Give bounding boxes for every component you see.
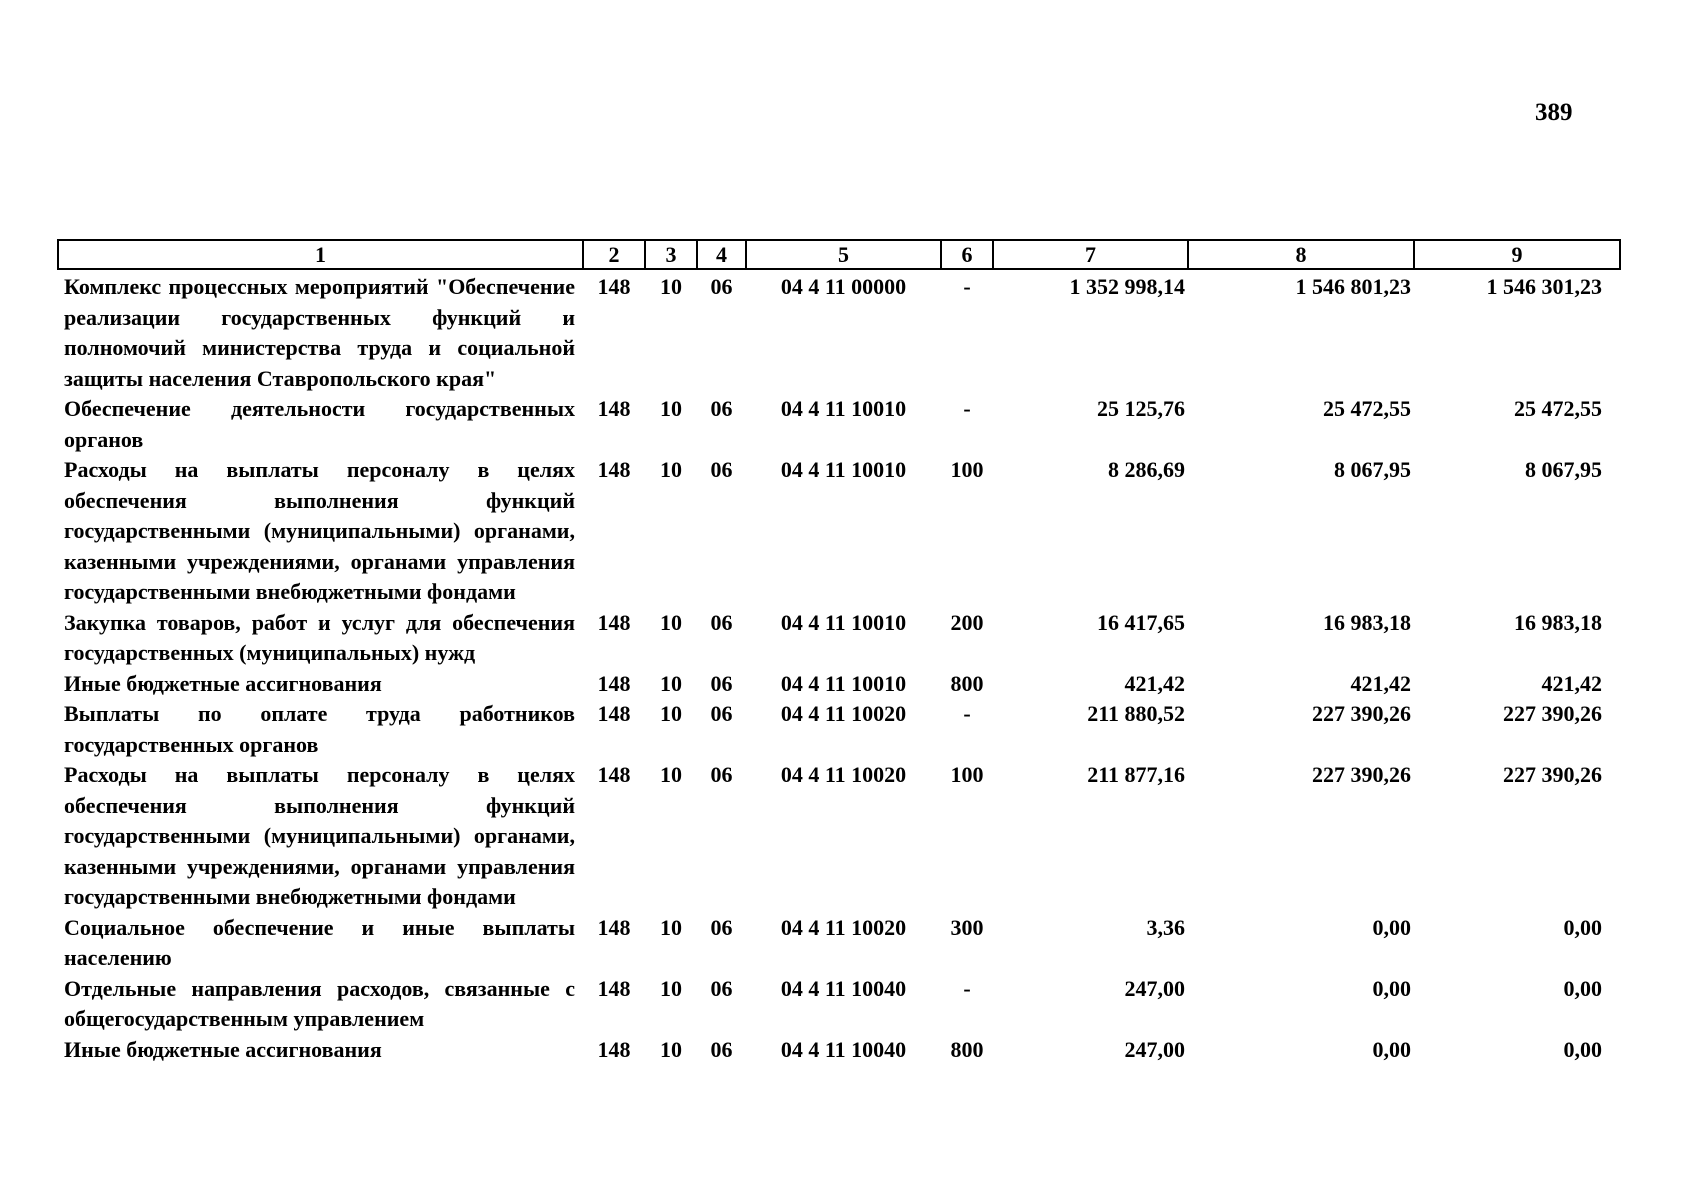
expense-type-cell: 800 (950, 1036, 984, 1062)
row-name-cell: Иные бюджетные ассигнования (64, 670, 382, 696)
section-cell: 10 (660, 975, 682, 1001)
amount-cell: 421,42 (1124, 670, 1185, 696)
target-article-cell: 04 4 11 10040 (780, 975, 907, 1001)
target-article-cell: 04 4 11 10020 (780, 762, 907, 787)
header-row (58, 240, 1620, 269)
amount-cell: 1 546 301,23 (1486, 274, 1602, 299)
expense-type-cell: 100 (950, 762, 984, 787)
code-cell: 148 (597, 701, 631, 726)
amount-cell: 1 546 801,23 (1295, 274, 1411, 299)
code-cell: 148 (597, 975, 631, 1001)
expense-type-cell: 800 (950, 670, 984, 696)
amount-cell: 0,00 (1563, 1036, 1602, 1062)
expense-type-cell: - (963, 701, 971, 726)
expense-type-cell: 300 (950, 914, 984, 940)
amount-cell: 421,42 (1350, 670, 1411, 696)
code-cell: 148 (597, 670, 631, 696)
amount-cell: 0,00 (1372, 914, 1411, 940)
code-cell: 148 (597, 1036, 631, 1062)
row-name-cell: Расходы на выплаты персоналу в целях обеспечения выполнения функций государственными (муниципальными) органами, казенными учреждениями, органами управления государственными внебюджетными фондами (64, 762, 575, 909)
target-article-cell: 04 4 11 10010 (780, 457, 907, 482)
table-row (58, 913, 1620, 974)
amount-cell: 421,42 (1541, 670, 1602, 696)
table-row (58, 394, 1620, 455)
column-header: 3 (645, 240, 697, 269)
table-row (58, 699, 1620, 760)
amount-cell: 0,00 (1563, 914, 1602, 940)
amount-cell: 16 983,18 (1323, 609, 1411, 635)
table-row (58, 1035, 1620, 1066)
expense-type-cell: 200 (950, 609, 984, 635)
row-name-cell: Иные бюджетные ассигнования (64, 1036, 382, 1062)
section-cell: 10 (660, 1036, 682, 1062)
table-row (58, 269, 1620, 394)
column-header: 8 (1188, 240, 1414, 269)
row-name-cell: Обеспечение деятельности государственных органов (64, 396, 575, 452)
subsection-cell: 06 (710, 1036, 733, 1062)
subsection-cell: 06 (710, 670, 733, 696)
expense-type-cell: - (963, 274, 971, 299)
section-cell: 10 (660, 762, 682, 787)
section-cell: 10 (660, 457, 682, 482)
column-header: 5 (746, 240, 941, 269)
table-row (58, 760, 1620, 913)
amount-cell: 247,00 (1124, 1036, 1185, 1062)
amount-cell: 8 286,69 (1108, 457, 1185, 482)
expense-type-cell: - (963, 396, 971, 421)
code-cell: 148 (597, 274, 631, 299)
target-article-cell: 04 4 11 10020 (780, 701, 907, 726)
row-name-cell: Социальное обеспечение и иные выплаты населению (64, 914, 575, 970)
target-article-cell: 04 4 11 10010 (780, 609, 907, 635)
subsection-cell: 06 (710, 609, 733, 635)
column-header: 9 (1414, 240, 1620, 269)
target-article-cell: 04 4 11 10020 (780, 914, 907, 940)
table-row (58, 669, 1620, 700)
column-header: 6 (941, 240, 993, 269)
amount-cell: 3,36 (1146, 914, 1185, 940)
section-cell: 10 (660, 274, 682, 299)
expense-type-cell: 100 (950, 457, 984, 482)
column-header: 7 (993, 240, 1188, 269)
amount-cell: 0,00 (1563, 975, 1602, 1001)
amount-cell: 25 472,55 (1514, 396, 1602, 421)
amount-cell: 16 983,18 (1514, 609, 1602, 635)
target-article-cell: 04 4 11 10040 (780, 1036, 907, 1062)
table-row (58, 608, 1620, 669)
budget-table (57, 239, 1621, 1065)
amount-cell: 25 472,55 (1323, 396, 1411, 421)
subsection-cell: 06 (710, 274, 733, 299)
row-name-cell: Комплекс процессных мероприятий "Обеспечение реализации государственных функций и полномочий министерства труда и социальной защиты населения Ставропольского края" (64, 274, 575, 391)
target-article-cell: 04 4 11 10010 (780, 396, 907, 421)
amount-cell: 227 390,26 (1312, 701, 1411, 726)
column-header: 1 (58, 240, 583, 269)
section-cell: 10 (660, 701, 682, 726)
target-article-cell: 04 4 11 10010 (780, 670, 907, 696)
amount-cell: 1 352 998,14 (1069, 274, 1185, 299)
section-cell: 10 (660, 914, 682, 940)
row-name-cell: Отдельные направления расходов, связанные с общегосударственным управлением (64, 975, 575, 1031)
row-name-cell: Закупка товаров, работ и услуг для обеспечения государственных (муниципальных) нужд (64, 609, 575, 665)
amount-cell: 227 390,26 (1503, 701, 1602, 726)
amount-cell: 227 390,26 (1503, 762, 1602, 787)
table-body (58, 269, 1620, 1065)
section-cell: 10 (660, 609, 682, 635)
amount-cell: 16 417,65 (1097, 609, 1185, 635)
amount-cell: 227 390,26 (1312, 762, 1411, 787)
subsection-cell: 06 (710, 457, 733, 482)
column-header: 4 (697, 240, 746, 269)
row-name-cell: Выплаты по оплате труда работников государственных органов (64, 701, 575, 757)
amount-cell: 8 067,95 (1525, 457, 1602, 482)
code-cell: 148 (597, 396, 631, 421)
section-cell: 10 (660, 670, 682, 696)
subsection-cell: 06 (710, 914, 733, 940)
amount-cell: 8 067,95 (1334, 457, 1411, 482)
amount-cell: 0,00 (1372, 1036, 1411, 1062)
amount-cell: 0,00 (1372, 975, 1411, 1001)
column-header: 2 (583, 240, 645, 269)
amount-cell: 25 125,76 (1097, 396, 1185, 421)
table-row (58, 455, 1620, 608)
code-cell: 148 (597, 609, 631, 635)
page-number: 389 (1535, 99, 1573, 126)
target-article-cell: 04 4 11 00000 (780, 274, 907, 299)
expense-type-cell: - (963, 975, 971, 1001)
section-cell: 10 (660, 396, 682, 421)
subsection-cell: 06 (710, 975, 733, 1001)
amount-cell: 247,00 (1124, 975, 1185, 1001)
table-row (58, 974, 1620, 1035)
code-cell: 148 (597, 457, 631, 482)
row-name-cell: Расходы на выплаты персоналу в целях обеспечения выполнения функций государственными (муниципальными) органами, казенными учреждениями, органами управления государственными внебюджетными фондами (64, 457, 575, 604)
subsection-cell: 06 (710, 701, 733, 726)
subsection-cell: 06 (710, 396, 733, 421)
subsection-cell: 06 (710, 762, 733, 787)
code-cell: 148 (597, 914, 631, 940)
amount-cell: 211 880,52 (1087, 701, 1185, 726)
amount-cell: 211 877,16 (1087, 762, 1185, 787)
code-cell: 148 (597, 762, 631, 787)
